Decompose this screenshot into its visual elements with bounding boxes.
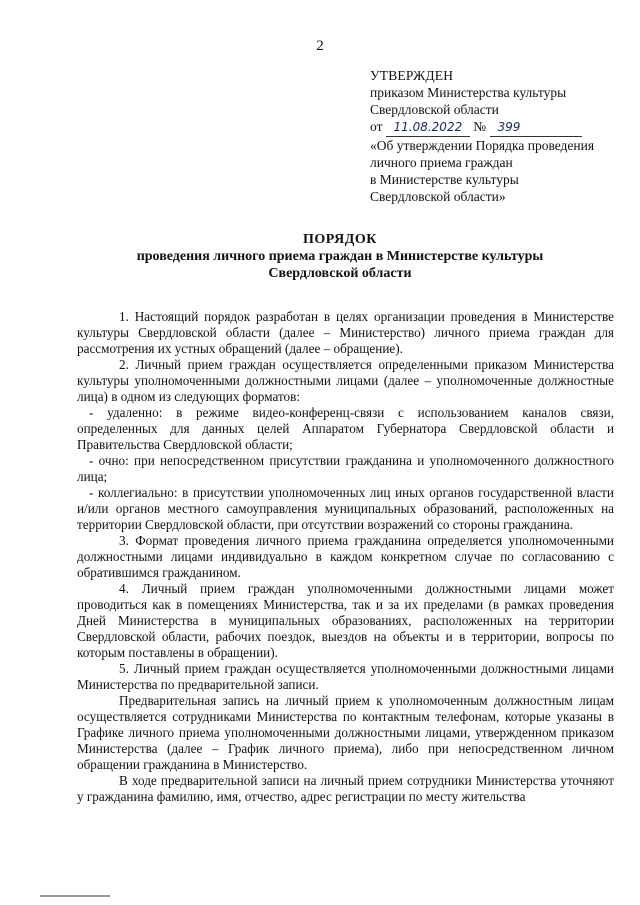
paragraph-5: 5. Личный прием граждан осуществляется уполномоченными должностными лицами Министерства по предварительной записи.	[77, 661, 614, 692]
approval-block	[370, 67, 620, 205]
document-title: ПОРЯДОК	[303, 232, 377, 247]
paragraph-2: 2. Личный прием граждан осуществляется определенными приказом Министерства культуры уполномоченными должностными лицами (далее – уполномоченные должностные лица) в одном из следующих форматов:	[77, 357, 614, 404]
date-prefix: от	[370, 119, 383, 134]
handwritten-number: 399	[490, 119, 582, 137]
paragraph-format-collegial: - коллегиально: в присутствии уполномоченных лиц иных органов государственной власти и/или органов местного самоуправления муниципальных образований, расположенных на территории Свердловской области, при отсутствии возражений со стороны гражданина.	[77, 485, 614, 532]
approval-subject-1: «Об утверждении Порядка проведения	[370, 138, 595, 153]
handwritten-date: 11.08.2022	[386, 119, 470, 137]
approval-subject-2: личного приема граждан	[370, 155, 513, 170]
paragraph-preregistration: Предварительная запись на личный прием к уполномоченным должностным лицам осуществляется сотрудниками Министерства по контактным телефонам, которые указаны в Графике личного приема уполномоченными должностными лицами, утвержденном приказом Министерства (далее – График личного приема), либо при непосредственном личном обращении гражданина в Министерство.	[77, 693, 614, 772]
approval-date-line	[370, 118, 620, 137]
paragraph-1: 1. Настоящий порядок разработан в целях организации проведения в Министерстве культуры Свердловской области (далее – Министерство) личного приема граждан для рассмотрения их устных обращений (далее – обращение).	[77, 309, 614, 356]
paragraph-format-in-person: - очно: при непосредственном присутствии гражданина и уполномоченного должностного лица;	[77, 453, 614, 484]
approval-line-2: Свердловской области	[370, 102, 499, 117]
approval-subject-3: в Министерстве культуры	[370, 172, 519, 187]
paragraph-format-remote: - удаленно: в режиме видео-конференц-связи с использованием каналов связи, определенных для данных целей Аппаратом Губернатора Свердловской области и Правительства Свердловской области;	[77, 405, 614, 452]
approval-line-1: приказом Министерства культуры	[370, 85, 567, 100]
approval-title: УТВЕРЖДЕН	[370, 68, 454, 83]
page-number: 2	[316, 38, 324, 54]
paragraph-4: 4. Личный прием граждан уполномоченными должностными лицами может проводиться как в помещениях Министерства, так и за их пределами (в рамках проведения Дней Министерства в муниципальных образованиях, расположенных на территории Свердловской области, рабочих поездок, выездов на объекты и в территории, вопросы по которым поставлены в обращении).	[77, 581, 614, 660]
document-heading	[70, 231, 610, 282]
number-sign: №	[473, 119, 487, 134]
footer-rule	[40, 895, 110, 897]
document-subtitle-1: проведения личного приема граждан в Министерстве культуры	[136, 249, 544, 264]
document-subtitle-2: Свердловской области	[268, 266, 412, 281]
paragraph-3: 3. Формат проведения личного приема гражданина определяется уполномоченными должностными лицами индивидуально в каждом конкретном случае по согласованию с обратившимся гражданином.	[77, 533, 614, 580]
approval-subject-4: Свердловской области»	[370, 189, 506, 204]
paragraph-clarification: В ходе предварительной записи на личный прием сотрудники Министерства уточняют у гражданина фамилию, имя, отчество, адрес регистрации по месту жительства	[77, 773, 614, 804]
document-body	[77, 309, 614, 805]
